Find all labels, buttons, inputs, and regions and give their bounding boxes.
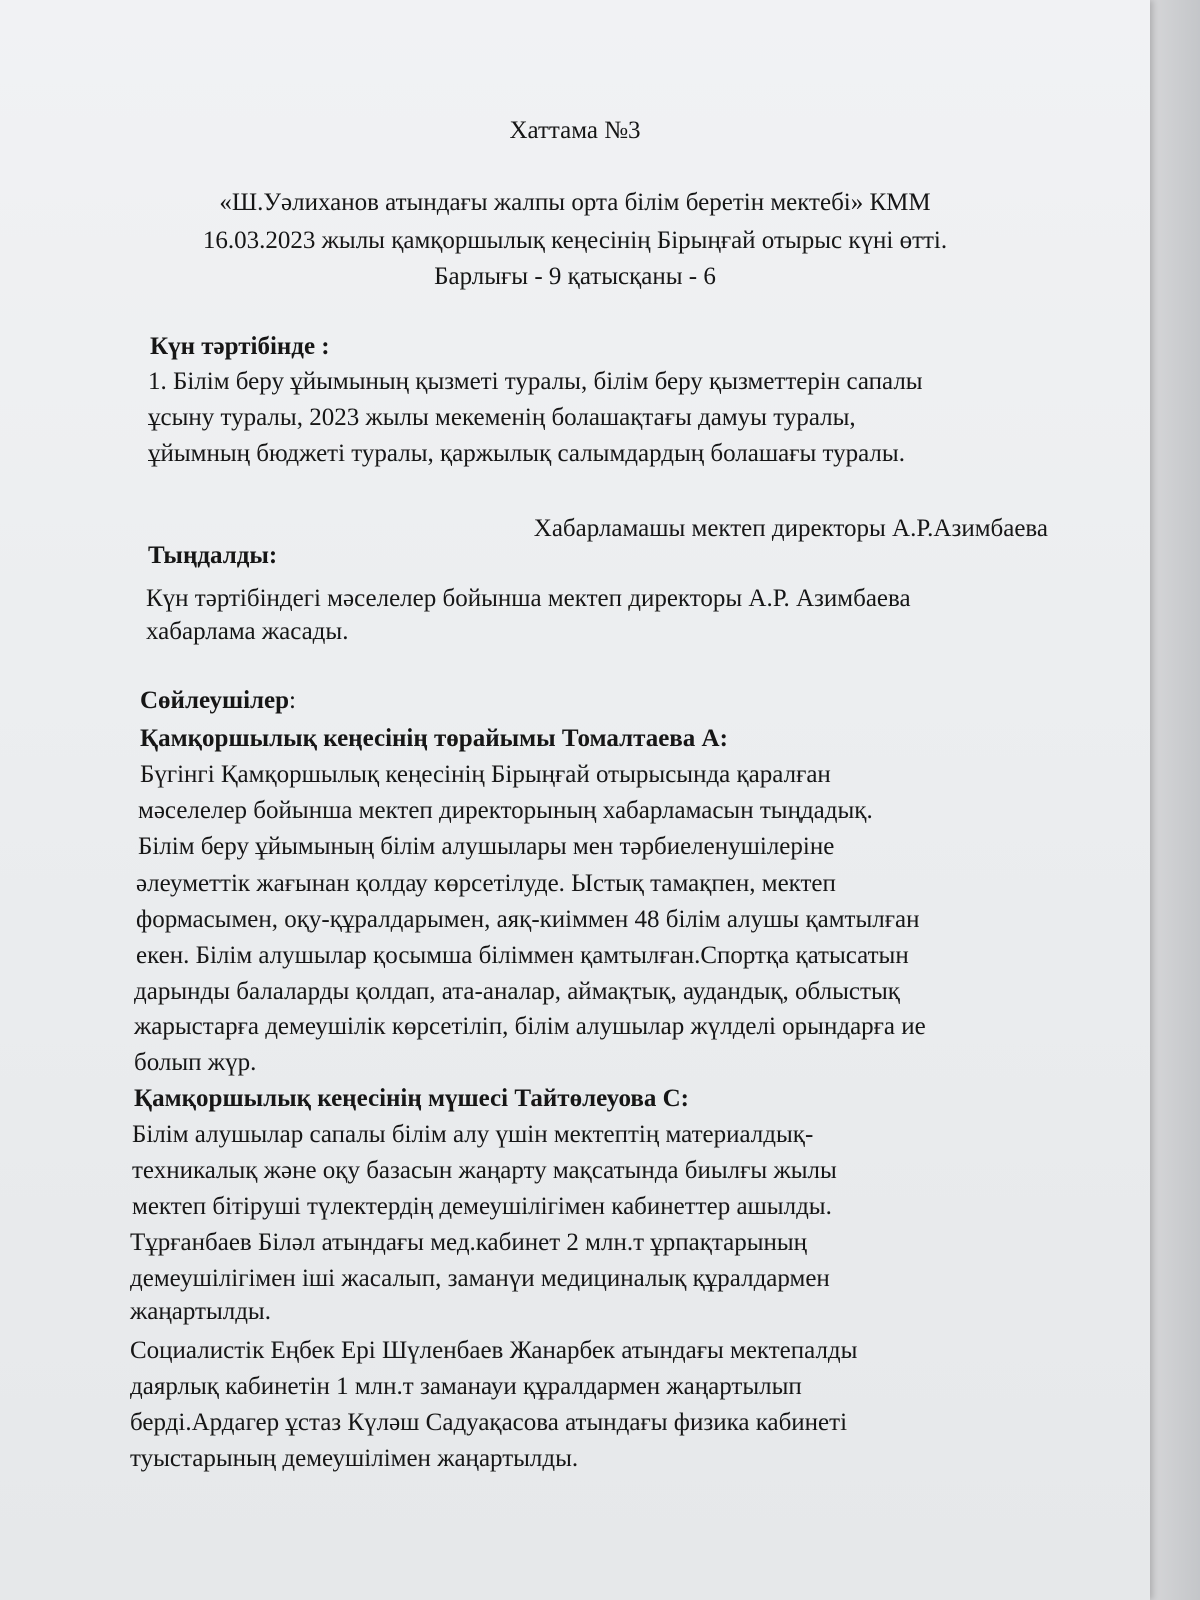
speakers-heading <box>140 686 296 716</box>
speaker-text-line: Тұрғанбаев Біләл атындағы мед.кабинет 2 млн.т ұрпақтарының <box>130 1229 808 1256</box>
header-line-institution: «Ш.Уәлиханов атындағы жалпы орта білім беретін мектебі» КММ <box>219 189 931 216</box>
listened-line: хабарлама жасады. <box>146 618 349 645</box>
document-title: Хаттама №3 <box>509 117 641 144</box>
header-line-date: 16.03.2023 жылы қамқоршылық кеңесінің Бірыңғай отырыс күні өтті. <box>202 227 948 254</box>
listened-line: Күн тәртібіндегі мәселелер бойынша мектеп директоры А.Р. Азимбаева <box>146 585 911 612</box>
speaker-text-line: әлеуметтік жағынан қолдау көрсетілуде. Ыстық тамақпен, мектеп <box>136 870 836 897</box>
speaker-text-line: мәселелер бойынша мектеп директорының хабарламасын тыңдадық. <box>138 797 873 824</box>
speaker-text-line: Социалистік Еңбек Ері Шүленбаев Жанарбек атындағы мектепалды <box>130 1337 858 1364</box>
speaker-text-line: болып жүр. <box>134 1049 257 1076</box>
speaker-text-line: Білім алушылар сапалы білім алу үшін мектептің материалдық- <box>132 1121 814 1148</box>
speaker-text-line: мектеп бітіруші түлектердің демеушілігімен кабинеттер ашылды. <box>132 1193 832 1220</box>
speaker-text-line: формасымен, оқу-құралдарымен, аяқ-киіммен 48 білім алушы қамтылған <box>136 906 920 933</box>
speaker-text-line: жарыстарға демеушілік көрсетіліп, білім алушылар жүлделі орындарға ие <box>134 1013 926 1040</box>
speaker-text-line: Білім беру ұйымының білім алушылары мен тәрбиеленушілеріне <box>138 833 835 860</box>
agenda-line: 1. Білім беру ұйымының қызметі туралы, білім беру қызметтерін сапалы <box>148 368 923 395</box>
agenda-heading: Күн тәртібінде : <box>150 333 330 360</box>
speaker-text-line: Бүгінгі Қамқоршылық кеңесінің Бірыңғай отырысында қаралған <box>140 761 831 788</box>
listened-heading: Тыңдалды: <box>148 542 278 569</box>
speaker-text-line: берді.Ардагер ұстаз Күләш Садуақасова атындағы физика кабинеті <box>130 1409 848 1436</box>
speaker-text-line: жаңартылды. <box>130 1298 271 1325</box>
speaker-text-line: демеушілігімен іші жасалып, заманүи медициналық құралдармен <box>130 1265 830 1292</box>
header-line-attendance: Барлығы - 9 қатысқаны - 6 <box>434 263 716 290</box>
speaker-text-line: туыстарының демеушілімен жаңартылды. <box>130 1445 579 1472</box>
speaker-text-line: даярлық кабинетін 1 млн.т заманауи құралдармен жаңартылып <box>130 1373 802 1400</box>
speaker-text-line: техникалық және оқу базасын жаңарту мақсатында биылғы жылы <box>132 1157 837 1184</box>
speakers-heading-label: Сөйлеушілер <box>140 687 290 714</box>
speaker-text-line: екен. Білім алушылар қосымша біліммен қамтылған.Спортқа қатысатын <box>136 942 909 969</box>
speaker-title: Қамқоршылық кеңесінің мүшесі Тайтөлеуова С: <box>134 1085 689 1112</box>
agenda-line: ұйымның бюджеті туралы, қаржылық салымдардың болашағы туралы. <box>148 440 905 467</box>
agenda-reporter: Хабарламашы мектеп директоры А.Р.Азимбаева <box>533 515 1048 542</box>
speaker-title: Қамқоршылық кеңесінің төрайымы Томалтаева А: <box>140 725 728 752</box>
agenda-line: ұсыну туралы, 2023 жылы мекеменің болашақтағы дамуы туралы, <box>148 404 856 431</box>
speaker-text-line: дарынды балаларды қолдап, ата-аналар, аймақтық, аудандық, облыстық <box>134 978 900 1005</box>
speakers-heading-colon: : <box>289 687 296 714</box>
